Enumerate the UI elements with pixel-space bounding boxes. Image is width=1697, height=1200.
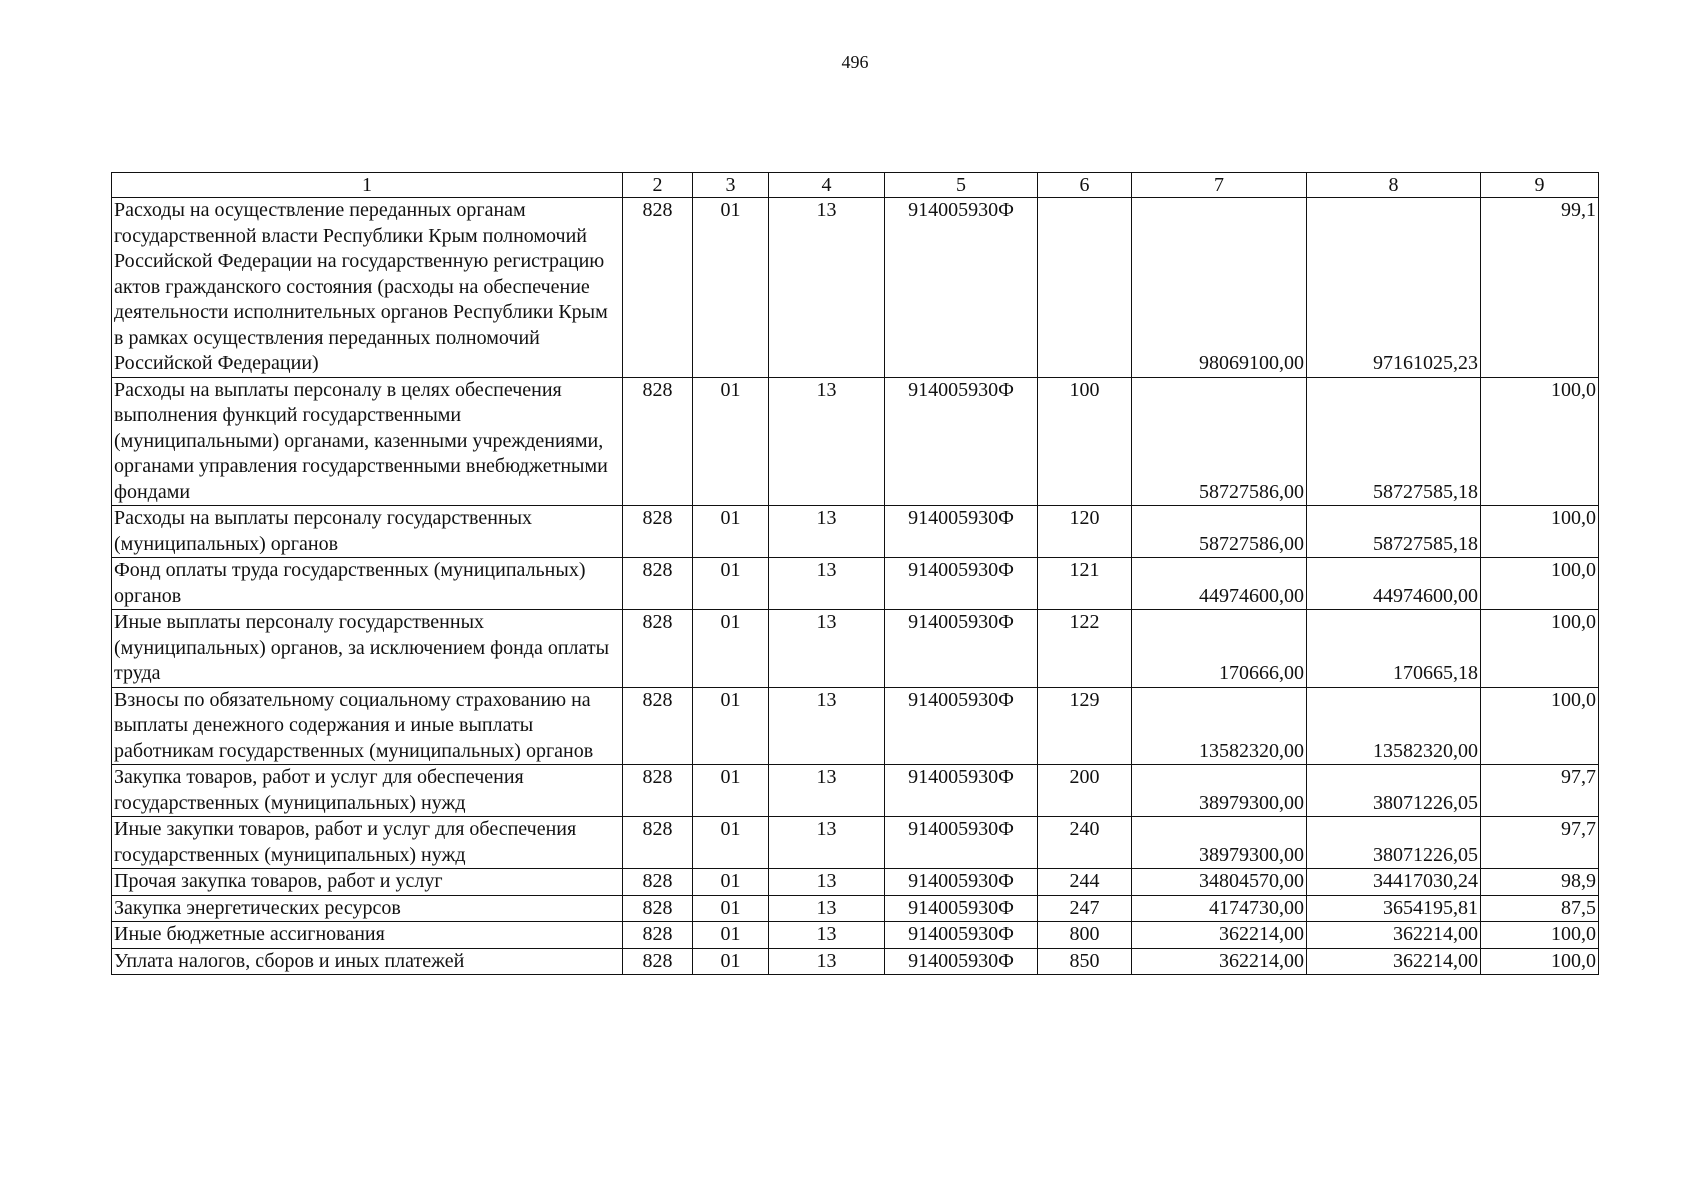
ministry-code-cell: 828 <box>623 922 693 949</box>
table-row <box>112 869 1599 896</box>
target-article-cell: 914005930Ф <box>885 765 1038 817</box>
target-article-cell: 914005930Ф <box>885 687 1038 765</box>
plan-amount-cell: 98069100,00 <box>1132 198 1307 378</box>
table-row <box>112 506 1599 558</box>
ministry-code-cell: 828 <box>623 506 693 558</box>
section-code-cell: 01 <box>693 687 769 765</box>
section-code-cell: 01 <box>693 922 769 949</box>
header-cell: 8 <box>1307 173 1481 198</box>
subsection-code-cell: 13 <box>769 948 885 975</box>
target-article-cell: 914005930Ф <box>885 610 1038 688</box>
budget-table <box>111 172 1599 975</box>
subsection-code-cell: 13 <box>769 817 885 869</box>
plan-amount-cell: 34804570,00 <box>1132 869 1307 896</box>
table-row <box>112 687 1599 765</box>
ministry-code-cell: 828 <box>623 687 693 765</box>
section-code-cell: 01 <box>693 377 769 506</box>
expense-name-cell: Расходы на осуществление переданных органам государственной власти Республики Крым полномочий Российской Федерации на государственную регистрацию актов гражданского состояния (расходы на обеспечение деятельности исполнительных органов Республики Крым в рамках осуществления переданных полномочий Российской Федерации) <box>112 198 623 378</box>
execution-percent-cell: 100,0 <box>1481 506 1599 558</box>
subsection-code-cell: 13 <box>769 687 885 765</box>
plan-amount-cell: 13582320,00 <box>1132 687 1307 765</box>
execution-percent-cell: 99,1 <box>1481 198 1599 378</box>
actual-amount-cell: 58727585,18 <box>1307 506 1481 558</box>
subsection-code-cell: 13 <box>769 558 885 610</box>
ministry-code-cell: 828 <box>623 895 693 922</box>
expense-type-cell: 800 <box>1038 922 1132 949</box>
subsection-code-cell: 13 <box>769 895 885 922</box>
section-code-cell: 01 <box>693 948 769 975</box>
section-code-cell: 01 <box>693 610 769 688</box>
execution-percent-cell: 100,0 <box>1481 948 1599 975</box>
target-article-cell: 914005930Ф <box>885 817 1038 869</box>
expense-name-cell: Иные выплаты персоналу государственных (муниципальных) органов, за исключением фонда оплаты труда <box>112 610 623 688</box>
plan-amount-cell: 58727586,00 <box>1132 377 1307 506</box>
target-article-cell: 914005930Ф <box>885 922 1038 949</box>
target-article-cell: 914005930Ф <box>885 377 1038 506</box>
expense-name-cell: Закупка товаров, работ и услуг для обеспечения государственных (муниципальных) нужд <box>112 765 623 817</box>
execution-percent-cell: 100,0 <box>1481 610 1599 688</box>
execution-percent-cell: 97,7 <box>1481 817 1599 869</box>
subsection-code-cell: 13 <box>769 506 885 558</box>
subsection-code-cell: 13 <box>769 869 885 896</box>
header-cell: 1 <box>112 173 623 198</box>
expense-type-cell: 129 <box>1038 687 1132 765</box>
plan-amount-cell: 44974600,00 <box>1132 558 1307 610</box>
expense-name-cell: Фонд оплаты труда государственных (муниципальных) органов <box>112 558 623 610</box>
target-article-cell: 914005930Ф <box>885 869 1038 896</box>
expense-name-cell: Расходы на выплаты персоналу в целях обеспечения выполнения функций государственными (муниципальными) органами, казенными учреждениями, органами управления государственными внебюджетными фондами <box>112 377 623 506</box>
expense-type-cell: 850 <box>1038 948 1132 975</box>
actual-amount-cell: 362214,00 <box>1307 948 1481 975</box>
plan-amount-cell: 38979300,00 <box>1132 817 1307 869</box>
plan-amount-cell: 362214,00 <box>1132 922 1307 949</box>
expense-type-cell: 200 <box>1038 765 1132 817</box>
expense-name-cell: Прочая закупка товаров, работ и услуг <box>112 869 623 896</box>
table-row <box>112 948 1599 975</box>
actual-amount-cell: 34417030,24 <box>1307 869 1481 896</box>
expense-type-cell: 100 <box>1038 377 1132 506</box>
actual-amount-cell: 13582320,00 <box>1307 687 1481 765</box>
table-row <box>112 610 1599 688</box>
subsection-code-cell: 13 <box>769 765 885 817</box>
ministry-code-cell: 828 <box>623 869 693 896</box>
header-cell: 3 <box>693 173 769 198</box>
execution-percent-cell: 98,9 <box>1481 869 1599 896</box>
table-row <box>112 922 1599 949</box>
expense-name-cell: Иные бюджетные ассигнования <box>112 922 623 949</box>
section-code-cell: 01 <box>693 895 769 922</box>
ministry-code-cell: 828 <box>623 198 693 378</box>
table-row <box>112 558 1599 610</box>
execution-percent-cell: 87,5 <box>1481 895 1599 922</box>
section-code-cell: 01 <box>693 765 769 817</box>
target-article-cell: 914005930Ф <box>885 506 1038 558</box>
plan-amount-cell: 362214,00 <box>1132 948 1307 975</box>
ministry-code-cell: 828 <box>623 765 693 817</box>
expense-name-cell: Иные закупки товаров, работ и услуг для обеспечения государственных (муниципальных) нужд <box>112 817 623 869</box>
header-cell: 6 <box>1038 173 1132 198</box>
target-article-cell: 914005930Ф <box>885 558 1038 610</box>
header-cell: 2 <box>623 173 693 198</box>
actual-amount-cell: 3654195,81 <box>1307 895 1481 922</box>
expense-type-cell: 120 <box>1038 506 1132 558</box>
header-cell: 7 <box>1132 173 1307 198</box>
plan-amount-cell: 170666,00 <box>1132 610 1307 688</box>
execution-percent-cell: 100,0 <box>1481 922 1599 949</box>
expense-name-cell: Расходы на выплаты персоналу государственных (муниципальных) органов <box>112 506 623 558</box>
expense-type-cell: 247 <box>1038 895 1132 922</box>
subsection-code-cell: 13 <box>769 198 885 378</box>
subsection-code-cell: 13 <box>769 922 885 949</box>
subsection-code-cell: 13 <box>769 610 885 688</box>
section-code-cell: 01 <box>693 558 769 610</box>
header-row <box>112 173 1599 198</box>
table-row <box>112 817 1599 869</box>
actual-amount-cell: 38071226,05 <box>1307 817 1481 869</box>
actual-amount-cell: 97161025,23 <box>1307 198 1481 378</box>
table-row <box>112 895 1599 922</box>
target-article-cell: 914005930Ф <box>885 198 1038 378</box>
header-cell: 4 <box>769 173 885 198</box>
actual-amount-cell: 38071226,05 <box>1307 765 1481 817</box>
actual-amount-cell: 44974600,00 <box>1307 558 1481 610</box>
section-code-cell: 01 <box>693 506 769 558</box>
table-row <box>112 377 1599 506</box>
expense-name-cell: Взносы по обязательному социальному страхованию на выплаты денежного содержания и иные выплаты работникам государственных (муниципальных) органов <box>112 687 623 765</box>
execution-percent-cell: 100,0 <box>1481 377 1599 506</box>
target-article-cell: 914005930Ф <box>885 895 1038 922</box>
actual-amount-cell: 362214,00 <box>1307 922 1481 949</box>
expense-type-cell: 240 <box>1038 817 1132 869</box>
actual-amount-cell: 58727585,18 <box>1307 377 1481 506</box>
subsection-code-cell: 13 <box>769 377 885 506</box>
section-code-cell: 01 <box>693 198 769 378</box>
actual-amount-cell: 170665,18 <box>1307 610 1481 688</box>
table-row <box>112 765 1599 817</box>
header-cell: 5 <box>885 173 1038 198</box>
ministry-code-cell: 828 <box>623 610 693 688</box>
page-number: 496 <box>841 52 869 72</box>
expense-name-cell: Закупка энергетических ресурсов <box>112 895 623 922</box>
ministry-code-cell: 828 <box>623 817 693 869</box>
header-cell: 9 <box>1481 173 1599 198</box>
expense-type-cell: 121 <box>1038 558 1132 610</box>
expense-type-cell <box>1038 198 1132 378</box>
plan-amount-cell: 38979300,00 <box>1132 765 1307 817</box>
execution-percent-cell: 100,0 <box>1481 558 1599 610</box>
expense-type-cell: 244 <box>1038 869 1132 896</box>
execution-percent-cell: 97,7 <box>1481 765 1599 817</box>
ministry-code-cell: 828 <box>623 377 693 506</box>
section-code-cell: 01 <box>693 869 769 896</box>
expense-name-cell: Уплата налогов, сборов и иных платежей <box>112 948 623 975</box>
ministry-code-cell: 828 <box>623 948 693 975</box>
section-code-cell: 01 <box>693 817 769 869</box>
table-row <box>112 198 1599 378</box>
target-article-cell: 914005930Ф <box>885 948 1038 975</box>
plan-amount-cell: 4174730,00 <box>1132 895 1307 922</box>
ministry-code-cell: 828 <box>623 558 693 610</box>
plan-amount-cell: 58727586,00 <box>1132 506 1307 558</box>
expense-type-cell: 122 <box>1038 610 1132 688</box>
execution-percent-cell: 100,0 <box>1481 687 1599 765</box>
